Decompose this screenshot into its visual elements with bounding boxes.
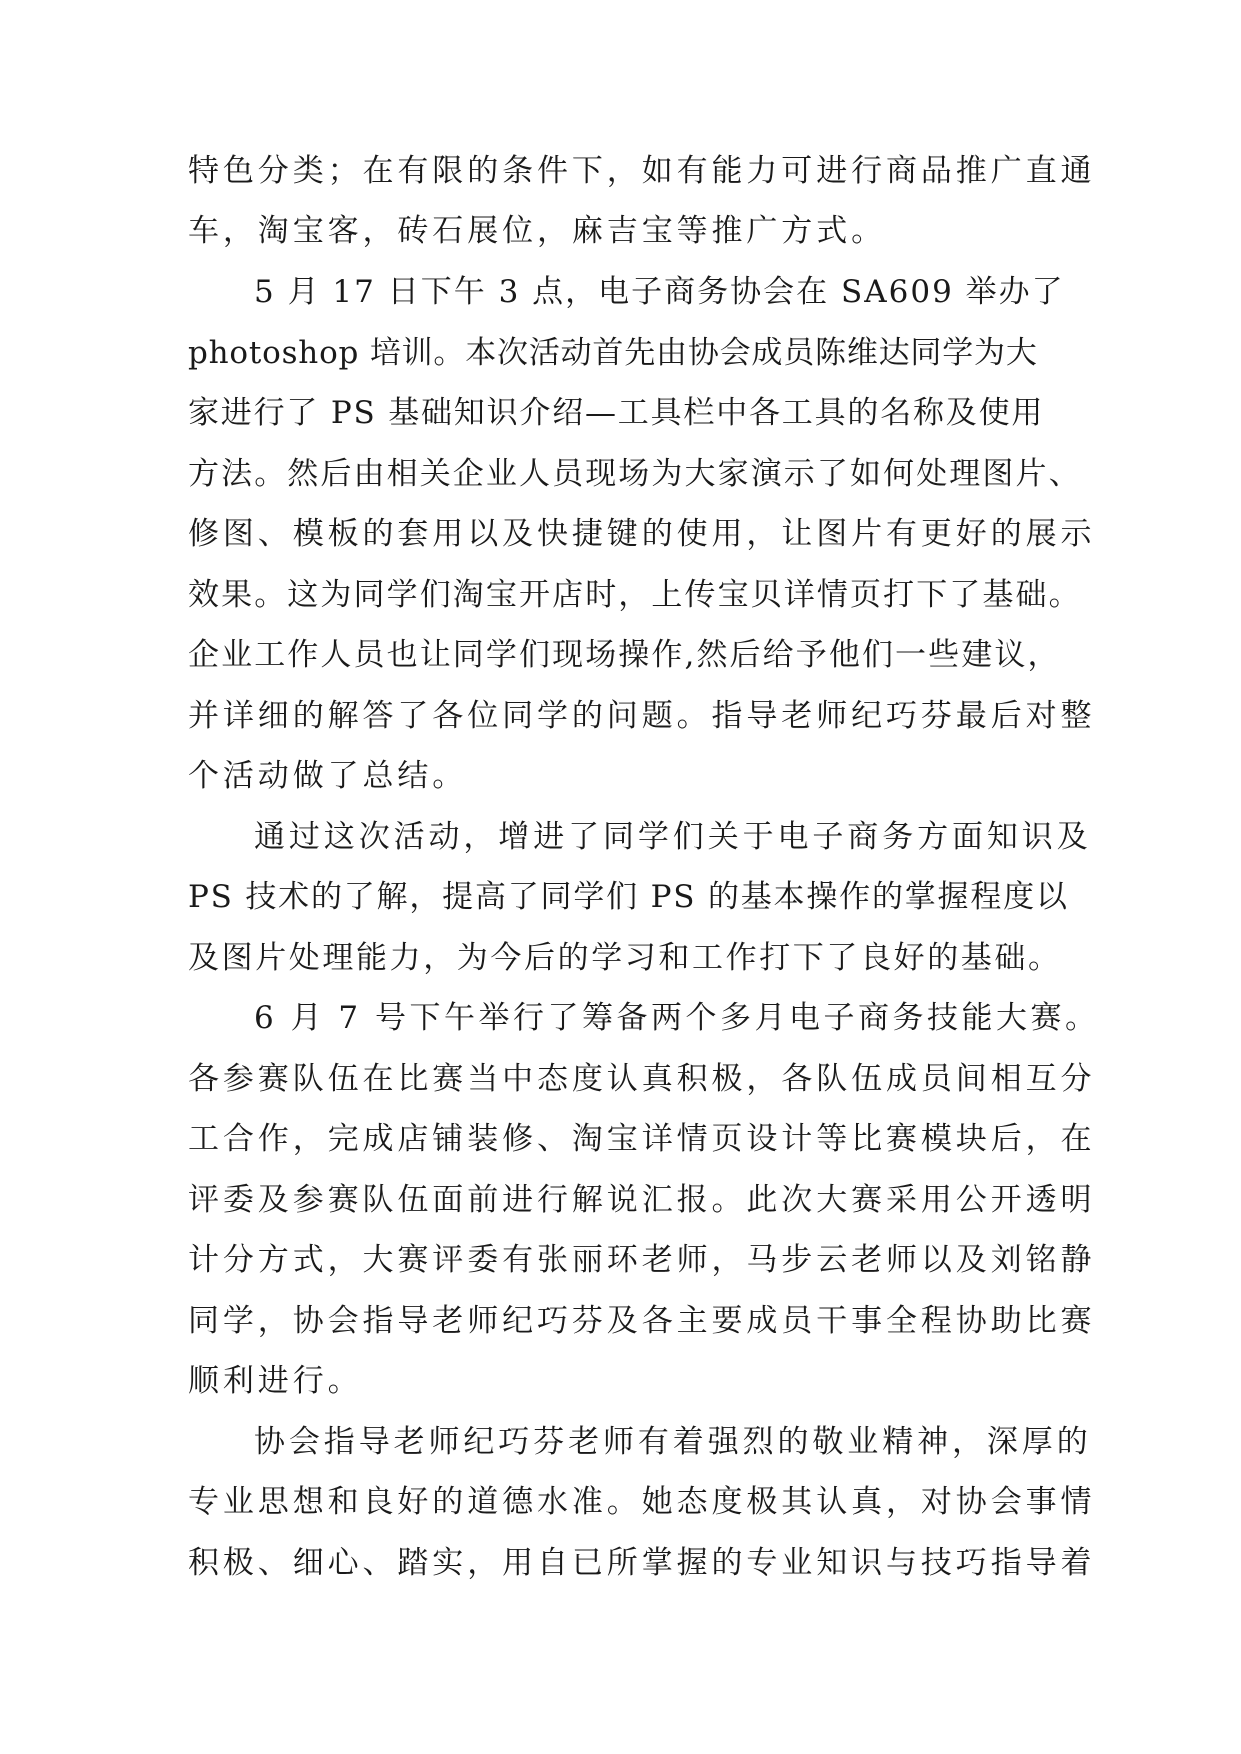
text-line-11: 个活动做了总结。 [188, 758, 468, 794]
text-line-4: photoshop 培训。本次活动首先由协会成员陈维达同学为大 [188, 335, 1038, 371]
text-line-8: 效果。这为同学们淘宝开店时，上传宝贝详情页打下了基础。 [188, 577, 1082, 613]
text-line-16: 各参赛队伍在比赛当中态度认真积极，各队伍成员间相互分 [188, 1061, 1096, 1097]
text-line-1: 特色分类；在有限的条件下，如有能力可进行商品推广直通 [188, 153, 1096, 189]
text-line-2: 车，淘宝客，砖石展位，麻吉宝等推广方式。 [188, 213, 886, 249]
text-line-10: 并详细的解答了各位同学的问题。指导老师纪巧芬最后对整 [188, 698, 1096, 734]
text-line-22: 协会指导老师纪巧芬老师有着强烈的敬业精神，深厚的 [254, 1424, 1092, 1460]
text-line-23: 专业思想和良好的道德水准。她态度极其认真，对协会事情 [188, 1484, 1096, 1520]
text-line-20: 同学，协会指导老师纪巧芬及各主要成员干事全程协助比赛 [188, 1303, 1096, 1339]
text-line-19: 计分方式，大赛评委有张丽环老师，马步云老师以及刘铭静 [188, 1242, 1096, 1278]
text-line-7: 修图、模板的套用以及快捷键的使用，让图片有更好的展示 [188, 516, 1096, 552]
text-line-5: 家进行了 PS 基础知识介绍—工具栏中各工具的名称及使用 [188, 395, 1045, 431]
text-line-17: 工合作，完成店铺装修、淘宝详情页设计等比赛模块后，在 [188, 1121, 1096, 1157]
text-line-9: 企业工作人员也让同学们现场操作,然后给予他们一些建议， [188, 637, 1061, 673]
text-line-14: 及图片处理能力，为今后的学习和工作打下了良好的基础。 [188, 940, 1062, 976]
text-line-24: 积极、细心、踏实，用自已所掌握的专业知识与技巧指导着 [188, 1545, 1096, 1581]
text-line-18: 评委及参赛队伍面前进行解说汇报。此次大赛采用公开透明 [188, 1182, 1096, 1218]
text-line-3: 5 月 17 日下午 3 点，电子商务协会在 SA609 举办了 [254, 274, 1065, 310]
text-line-21: 顺利进行。 [188, 1363, 363, 1399]
text-line-15: 6 月 7 号下午举行了筹备两个多月电子商务技能大赛。 [254, 1000, 1100, 1036]
text-line-13: PS 技术的了解，提高了同学们 PS 的基本操作的掌握程度以 [188, 879, 1069, 915]
text-line-6: 方法。然后由相关企业人员现场为大家演示了如何处理图片、 [188, 456, 1082, 492]
text-line-12: 通过这次活动，增进了同学们关于电子商务方面知识及 [254, 819, 1092, 855]
